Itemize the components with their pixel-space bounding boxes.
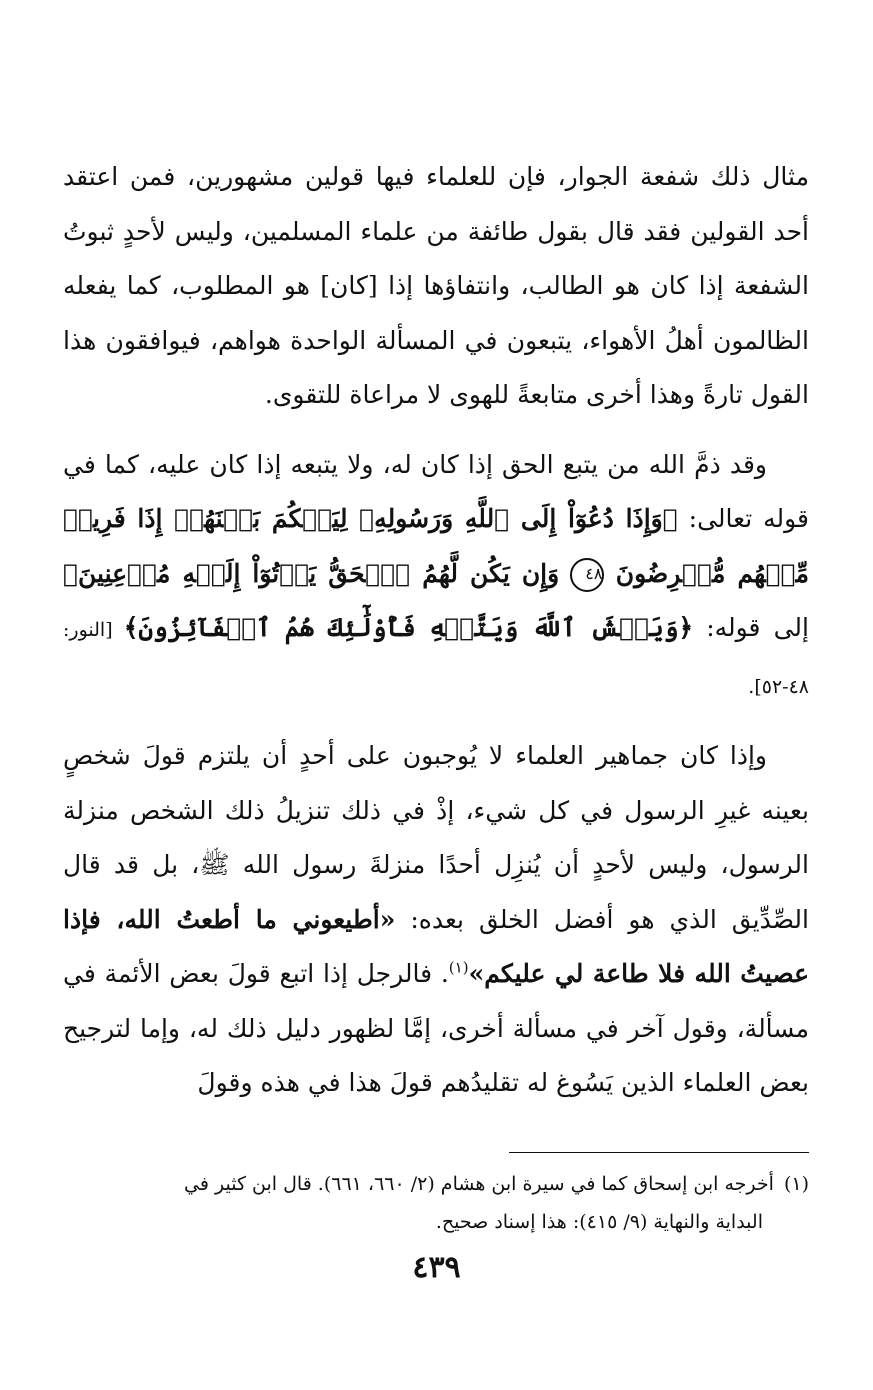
main-text-body [63, 150, 809, 1111]
paragraph-3 [63, 729, 809, 1111]
verse-number-marker: ٤٨ [570, 558, 604, 592]
paragraph-1-text: مثال ذلك شفعة الجوار، فإن للعلماء فيها قولين مشهورين، فمن اعتقد أحد القولين فقد قال بقول طائفة من علماء المسلمين، وليس لأحدٍ ثبوتُ الشفعة إذا كان هو الطالب، وانتفاؤها إذا [كان] هو المطلوب، كما يفعله الظالمون أهلُ الأهواء، يتبعون في المسألة الواحدة هواهم، فيوافقون هذا القول تارةً وهذا أخرى متابعةً للهوى لا مراعاة للتقوى. [63, 162, 809, 409]
paragraph-2-between: إلى قوله: [693, 613, 809, 642]
footnote-number: (١) [783, 1173, 809, 1195]
paragraph-1 [63, 150, 809, 423]
footnote [63, 1165, 809, 1241]
quran-verse-3: ﴿وَيَخۡشَ ٱللَّهَ وَيَتَّقۡهِ فَأُوْلَٰٓئِكَ هُمُ ٱلۡفَآئِزُونَ﴾ [123, 613, 694, 642]
footnote-line-2: البداية والنهاية (٩/ ٤١٥): هذا إسناد صحيح. [435, 1211, 763, 1233]
paragraph-2 [63, 438, 809, 715]
footnote-marker: (١) [448, 958, 469, 977]
abu-bakr-quote: «أطيعوني ما أطعتُ الله، فإذا عصيتُ الله فلا طاعة لي عليكم» [63, 904, 809, 988]
quran-verse-2: وَإِن يَكُن لَّهُمُ ٱلۡحَقُّ يَأۡتُوٓاْ إِلَيۡهِ مُذۡعِنِينَ﴾ [63, 558, 560, 588]
footnote-line-1: أخرجه ابن إسحاق كما في سيرة ابن هشام (٢/ ٦٦٠، ٦٦١). قال ابن كثير في [184, 1173, 774, 1195]
paragraph-3-part1: وإذا كان جماهير العلماء لا يُوجبون على أحدٍ أن يلتزم قولَ شخصٍ بعينه غيرِ الرسول في كل شيء، إذْ في ذلك تنزيلُ ذلك الشخص منزلة الرسول، وليس لأحدٍ أن يُنزِل أحدًا منزلةَ رسول الله ﷺ، بل قد قال الصِّدِّيق الذي هو أفضل الخلق بعده: [63, 741, 809, 934]
paragraph-3-part2: . فالرجل إذا اتبع قولَ بعض الأئمة في مسألة، وقول آخر في مسألة أخرى، إمَّا لظهور دليل ذلك له، وإما لترجيح بعض العلماء الذين يَسُوغ له تقليدُهم قولَ هذا في هذه وقولَ [63, 959, 809, 1097]
paragraph-2-intro: وقد ذمَّ الله من يتبع الحق إذا كان له، ولا يتبعه إذا كان عليه، كما في قوله تعالى: [63, 449, 810, 533]
footnote-divider [509, 1152, 809, 1153]
surah-reference: [النور: ٤٨-٥٢]. [63, 619, 809, 698]
quran-verse-1: ﴿وَإِذَا دُعُوٓاْ إِلَى ٱللَّهِ وَرَسُولِهِۦ لِيَحۡكُمَ بَيۡنَهُمۡ إِذَا فَرِيقٞ مِّنۡهُم مُّعۡرِضُونَ [63, 504, 809, 588]
page-number: ٤٣٩ [412, 1250, 461, 1285]
